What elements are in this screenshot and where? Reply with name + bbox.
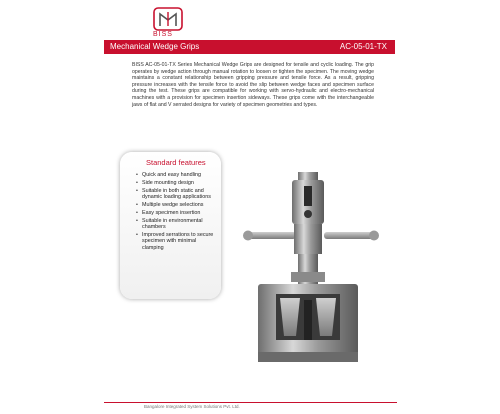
product-description: BISS AC-05-01-TX Series Mechanical Wedge Grips are designed for tensile and cyclic loading. The grip operates by wedge action through manual rotation to loosen or tighten the specimen. The moving wedge maintains a constant relationship between gripping pressure and tensile force. As a result, gripping pressure increases with the tensile force to avoid the slip between wedge faces and specimen surface during the test. These grips are compatible for working with servo-hydraulic and electro-mechanical machines with a provision for specimen insertion sideways. These grips come with the interchangeable jaws of flat and V serrated designs for variety of specimen geometries and types.	[132, 62, 374, 108]
features-list	[120, 172, 216, 252]
title-banner	[104, 40, 395, 54]
footer-company: Bangalore Integrated System Solutions Pvt. Ltd.	[144, 404, 240, 409]
page-title: Mechanical Wedge Grips	[110, 42, 200, 51]
logo-text: BISS	[153, 31, 173, 38]
wedge-grip-photo	[236, 172, 411, 372]
features-box	[120, 152, 221, 299]
feature-item: • Multiple wedge selections	[142, 202, 216, 208]
footer-divider	[104, 402, 397, 403]
feature-item: • Suitable in both static and dynamic loading applications	[142, 188, 216, 201]
features-heading: Standard features	[146, 158, 206, 167]
biss-logo-icon	[152, 6, 184, 32]
feature-item: • Improved serrations to secure specimen with minimal clamping	[142, 232, 216, 251]
feature-item: • Easy specimen insertion	[142, 210, 216, 216]
product-code: AC-05-01-TX	[339, 42, 387, 51]
feature-item: • Side mounting design	[142, 180, 216, 186]
feature-item: • Suitable in environmental chambers	[142, 218, 216, 231]
feature-item: • Quick and easy handling	[142, 172, 216, 178]
